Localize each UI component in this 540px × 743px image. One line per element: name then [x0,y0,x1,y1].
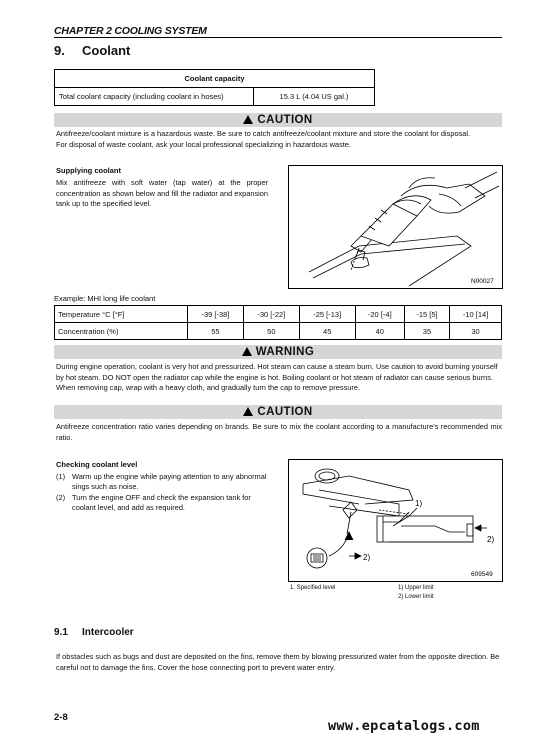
list-item [56,472,274,491]
page-number: 2-8 [54,712,68,723]
subsection-name: Intercooler [82,627,134,638]
caution-label: CAUTION [257,114,313,126]
subsection-title [54,627,134,638]
warning-banner [54,345,502,359]
figure-legend-lower: 2) Lower limit [398,594,434,600]
temp-cell: -10 [14] [450,306,502,323]
caution-banner-2 [54,405,502,419]
coolant-filling-illustration [289,166,502,288]
temp-cell: -39 [-38] [188,306,244,323]
callout-cap: 2) [363,553,371,562]
temp-cell: -30 [-22] [243,306,299,323]
warning-triangle-icon [243,407,253,416]
caution-banner [54,113,502,127]
checking-steps-list [56,472,274,514]
mix-example-caption: Example: MHI long life coolant [54,294,156,303]
caution-text-line-1: Antifreeze/coolant mixture is a hazardous waste. Be sure to catch antifreeze/coolant mixture and store the coolant for disposal. [56,129,471,138]
caution-text [56,129,502,150]
coolant-filling-figure [288,165,503,289]
figure-code-2: 609549 [471,571,493,578]
caution-label-2: CAUTION [257,406,313,418]
step-number: (2) [56,493,66,503]
warning-text: During engine operation, coolant is very hot and pressurized. Hot steam can cause a steam burn. Use caution to avoid burning yourself by hot steam. DO NOT open the radiator cap while the engine is hot. Boiling coolant or hot steam of radiator can cause serious burns. When removing cap, wrap with a heavy cloth, and gradually turn the cap to remove pressure. [56,362,498,393]
step-text: Warm up the engine while paying attention to any abnormal sings such as noise. [72,472,267,491]
caution-text-2: Antifreeze concentration ratio varies depending on brands. Be sure to mix the coolant according to a manufacture's recommended mix ratio. [56,422,502,442]
step-text: Turn the engine OFF and check the expansion tank for coolant level, and add as required. [72,493,251,512]
chapter-title: CHAPTER 2 COOLING SYSTEM [54,25,207,37]
caution-text-line-2: For disposal of waste coolant, ask your local professional specializing in hazardous waste. [56,139,351,149]
capacity-table-header: Coolant capacity [55,70,375,88]
section-name: Coolant [82,43,131,58]
step-number: (1) [56,472,66,481]
chapter-rule [54,37,502,38]
warning-triangle-icon [243,115,253,124]
temp-cell: -25 [-13] [299,306,355,323]
figure-legend-left: 1. Specified level [290,585,336,591]
supplying-coolant-heading: Supplying coolant [56,166,121,175]
temp-cell: -20 [-4] [355,306,404,323]
coolant-level-figure [288,459,503,582]
temp-cell: -15 [5] [404,306,449,323]
conc-cell: 50 [243,323,299,340]
checking-coolant-heading: Checking coolant level [56,460,138,469]
temperature-label: Temperature °C [°F] [55,306,188,323]
warning-triangle-icon [242,347,252,356]
figure-legend-upper: 1) Upper limit [398,585,434,591]
conc-cell: 30 [450,323,502,340]
capacity-row-value: 15.3 L (4.04 US gal.) [254,88,375,106]
coolant-capacity-table [54,69,375,106]
conc-cell: 55 [188,323,244,340]
capacity-row-label: Total coolant capacity (including coolant in hoses) [55,88,254,106]
section-title [54,43,130,58]
subsection-number: 9.1 [54,627,68,638]
conc-cell: 40 [355,323,404,340]
conc-cell: 35 [404,323,449,340]
conc-cell: 45 [299,323,355,340]
concentration-label: Concentration (%) [55,323,188,340]
coolant-level-illustration [289,460,502,581]
callout-lower: 2) [487,535,495,544]
warning-label: WARNING [255,346,315,358]
callout-upper: 1) [415,499,423,508]
supplying-coolant-text: Mix antifreeze with soft water (tap water) at the proper concentration as shown below and fill the radiator and expansion tank up to the specified level. [56,178,269,209]
mix-ratio-table [54,305,502,340]
figure-code-1: N00027 [471,278,494,285]
intercooler-text: If obstacles such as bugs and dust are deposited on the fins, remove them by blowing pressurized water from the opposite direction. Be careful not to damage the fins. Cover the hose connecting port to prevent water entry. [56,652,500,672]
list-item [56,493,274,512]
watermark: www.epcatalogs.com [328,718,480,734]
section-number: 9. [54,43,65,58]
